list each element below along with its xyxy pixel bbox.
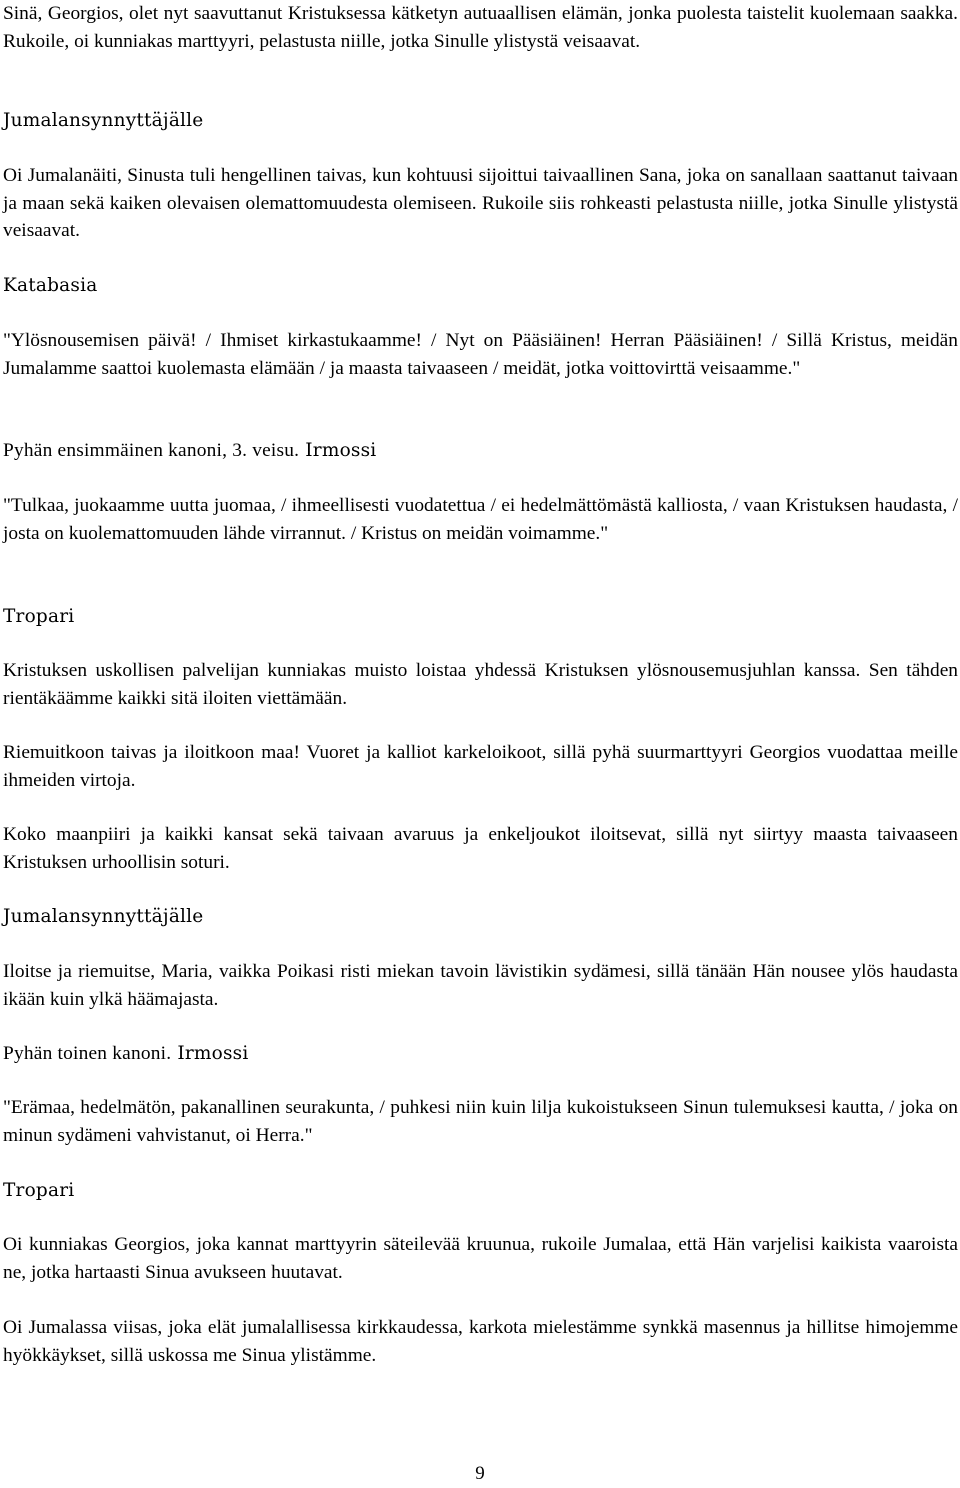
paragraph-katabasia: "Ylösnousemisen päivä! / Ihmiset kirkastukaamme! / Nyt on Pääsiäinen! Herran Pääsiäinen! / Sillä Kristus, meidän Jumalamme saattoi kuolemasta elämään / ja maasta taivaaseen / meidät, jotka voittovirttä veisaamme." bbox=[3, 330, 958, 379]
heading-second-canon-irmossi: Irmossi bbox=[171, 1043, 249, 1064]
paragraph-iloitse: Iloitse ja riemuitse, Maria, vaikka Poikasi risti miekan tavoin lävistikin sydämesi, sillä tänään Hän nousee ylös haudasta ikään kuin ylkä häämajasta. bbox=[3, 961, 958, 1010]
paragraph-irmossi-1: "Tulkaa, juokaamme uutta juomaa, / ihmeellisesti vuodatettua / ei hedelmättömästä kalliosta, / vaan Kristuksen haudasta, / josta on kuolemattomuuden lähde virrannut. / Kristus on meidän voimamme." bbox=[3, 495, 958, 544]
paragraph-tropari-2b: Oi Jumalassa viisas, joka elät jumalallisessa kirkkaudessa, karkota mielestämme synkkä masennus ja hillitse himojemme hyökkäykset, sillä uskossa me Sinua ylistämme. bbox=[3, 1317, 958, 1366]
heading-first-canon bbox=[3, 437, 376, 465]
page-number: 9 bbox=[475, 1463, 485, 1484]
paragraph-intro: Sinä, Georgios, olet nyt saavuttanut Kristuksessa kätketyn autuaallisen elämän, jonka puolesta taistelit kuolemaan saakka. Rukoile, oi kunniakas marttyyri, pelastusta niille, jotka Sinulle ylistystä veisaavat. bbox=[3, 3, 958, 52]
paragraph-tropari-2a: Oi kunniakas Georgios, joka kannat marttyyrin säteilevää kruunua, rukoile Jumalaa, että Hän varjelisi kaikista vaaroista ne, jotka hartaasti Sinua avukseen huutavat. bbox=[3, 1234, 958, 1283]
heading-second-canon bbox=[3, 1040, 248, 1068]
paragraph-irmossi-2: "Erämaa, hedelmätön, pakanallinen seurakunta, / puhkesi niin kuin lilja kukoistukseen Sinun tulemuksesi kautta, / joka on minun sydämeni vahvistanut, oi Herra." bbox=[3, 1097, 958, 1146]
paragraph-tropari-1a: Kristuksen uskollisen palvelijan kunniakas muisto loistaa yhdessä Kristuksen ylösnousemusjuhlan kanssa. Sen tähden rientäkäämme kaikki sitä iloiten viettämään. bbox=[3, 660, 958, 709]
heading-tropari-2: Tropari bbox=[3, 1180, 75, 1201]
heading-jumalansynnyttajalle-2: Jumalansynnyttäjälle bbox=[3, 906, 204, 927]
heading-first-canon-irmossi: Irmossi bbox=[299, 440, 377, 461]
heading-katabasia: Katabasia bbox=[3, 275, 98, 296]
heading-jumalansynnyttajalle-1: Jumalansynnyttäjälle bbox=[3, 110, 204, 131]
paragraph-jumalanaiti: Oi Jumalanäiti, Sinusta tuli hengellinen taivas, kun kohtuusi sijoittui taivaallinen Sana, joka on sanallaan saattanut taivaan ja maan sekä kaiken olevaisen olemattomuudesta olemiseen. Rukoile siis rohkeasti pelastusta niille, jotka Sinulle ylistystä veisaavat. bbox=[3, 165, 958, 241]
heading-second-canon-title: Pyhän toinen kanoni. bbox=[3, 1043, 172, 1064]
heading-tropari-1: Tropari bbox=[3, 606, 75, 627]
paragraph-tropari-1b: Riemuitkoon taivas ja iloitkoon maa! Vuoret ja kalliot karkeloikoot, sillä pyhä suurmarttyyri Georgios vuodattaa meille ihmeiden virtoja. bbox=[3, 742, 958, 791]
paragraph-tropari-1c: Koko maanpiiri ja kaikki kansat sekä taivaan avaruus ja enkeljoukot iloitsevat, sillä nyt siirtyy maasta taivaaseen Kristuksen urhoollisin soturi. bbox=[3, 824, 958, 873]
heading-first-canon-title: Pyhän ensimmäinen kanoni, 3. veisu. bbox=[3, 440, 300, 461]
